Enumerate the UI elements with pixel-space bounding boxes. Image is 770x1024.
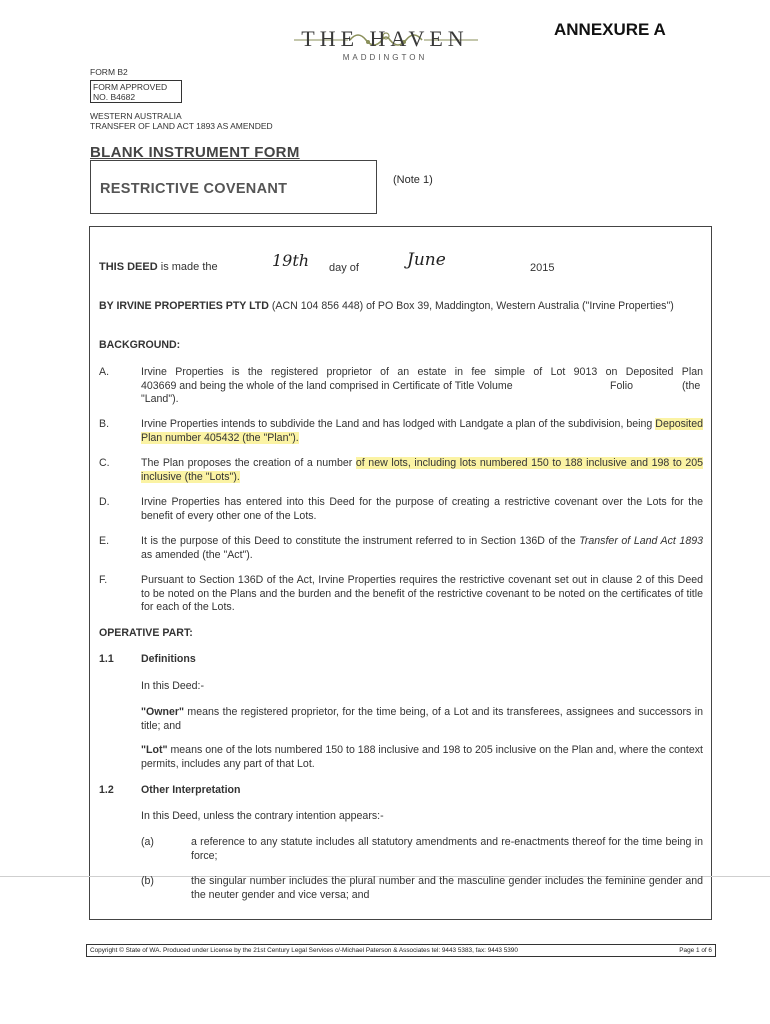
recital-c: [141, 457, 703, 484]
parties-paragraph: [99, 300, 703, 314]
deed-made-text: is made the: [160, 261, 218, 273]
owner-definition: [141, 706, 703, 733]
recital-d-marker: D.: [99, 496, 110, 508]
clause-a-marker: (a): [141, 836, 154, 848]
party-details: (ACN 104 856 448) of PO Box 39, Maddington, Western Australia ("Irvine Properties"): [271, 300, 674, 312]
recital-b: [141, 418, 703, 445]
handwritten-day: 19th: [272, 251, 310, 270]
section-1-2-title: Other Interpretation: [141, 784, 241, 796]
form-approved-line2: NO. B4682: [93, 92, 136, 102]
recital-e-text-end: as amended (the "Act").: [141, 548, 253, 561]
logo-subtitle: MADDINGTON: [342, 53, 428, 62]
instrument-title: RESTRICTIVE COVENANT: [100, 181, 288, 197]
clause-a: a reference to any statute includes all statutory amendments and re-enactments thereof for the time being in force;: [191, 836, 703, 862]
recital-a-marker: A.: [99, 366, 110, 378]
form-code: FORM B2: [90, 67, 128, 77]
owner-definition-text: means the registered proprietor, for the time being, of a Lot and its transferees, assignees and successors in title; and: [141, 706, 703, 732]
recital-a-the: (the: [682, 379, 701, 392]
lot-definition: [141, 744, 703, 771]
day-of-text: day of: [329, 262, 359, 274]
recital-e-marker: E.: [99, 535, 110, 547]
interpretation-intro: In this Deed, unless the contrary intention appears:-: [141, 810, 384, 822]
note-reference: (Note 1): [393, 174, 433, 186]
recital-e-act-name: Transfer of Land Act 1893: [579, 535, 703, 547]
section-1-1-number: 1.1: [99, 653, 114, 665]
recital-e-text: It is the purpose of this Deed to constitute the instrument referred to in Section 136D of the: [141, 535, 580, 547]
recital-e: [141, 535, 703, 562]
clause-b-marker: (b): [141, 875, 154, 887]
operative-heading: OPERATIVE PART:: [99, 627, 193, 639]
recital-a-line2-text: 403669 and being the whole of the land comprised in Certificate of Title Volume: [141, 379, 513, 392]
page-number: Page 1 of 6: [679, 947, 712, 954]
form-approved-line1: FORM APPROVED: [93, 82, 168, 92]
recital-c-marker: C.: [99, 457, 110, 469]
recital-b-highlight: Deposited Plan number 405432 (the "Plan").: [141, 418, 703, 444]
recital-a-folio: Folio: [610, 379, 633, 392]
recital-a: [141, 366, 703, 407]
copyright-text: Copyright © State of WA. Produced under License by the 21st Century Legal Services c/-Michael Paterson & Associates tel: 9443 5383, fax: 9443 5390: [90, 947, 518, 954]
form-act: TRANSFER OF LAND ACT 1893 AS AMENDED: [90, 121, 273, 131]
recital-d: Irvine Properties has entered into this Deed for the purpose of creating a restrictive covenant over the Lots for the benefit of every other one of the Lots.: [141, 496, 703, 522]
lot-term: "Lot": [141, 744, 168, 756]
clause-b: the singular number includes the plural number and the masculine gender includes the feminine gender and the neuter gender and vice versa; and: [191, 875, 703, 901]
logo-name: THE HAVEN: [301, 26, 469, 51]
definitions-intro: In this Deed:-: [141, 680, 205, 692]
recital-a-line3: "Land").: [141, 393, 179, 405]
owner-term: "Owner": [141, 706, 185, 718]
annexure-label: ANNEXURE A: [554, 20, 666, 39]
party-name: BY IRVINE PROPERTIES PTY LTD: [99, 300, 269, 312]
copyright-footer: [86, 944, 716, 957]
recital-a-line2: [141, 380, 703, 394]
recital-f: Pursuant to Section 136D of the Act, Irvine Properties requires the restrictive covenant set out in clause 2 of this Deed to be noted on the Plans and the burden and the benefit of the restrictive covenant to be noted on the certificates of title for each of the Lots.: [141, 574, 703, 613]
blank-instrument-title: BLANK INSTRUMENT FORM: [90, 144, 300, 161]
recital-b-marker: B.: [99, 418, 110, 430]
recital-a-line1: Irvine Properties is the registered proprietor of an estate in fee simple of Lot 9013 on Deposited Plan: [141, 366, 703, 378]
recital-b-text: Irvine Properties intends to subdivide the Land and has lodged with Landgate a plan of the subdivision, being: [141, 418, 656, 430]
deed-date-line: [99, 261, 218, 275]
form-state: WESTERN AUSTRALIA: [90, 111, 182, 121]
lot-definition-text: means one of the lots numbered 150 to 188 inclusive and 198 to 205 inclusive on the Plan and, where the context permits, includes any part of that Lot.: [141, 744, 703, 770]
handwritten-month: June: [407, 250, 446, 270]
deed-year: 2015: [530, 262, 555, 274]
recital-c-text: The Plan proposes the creation of a number: [141, 457, 356, 469]
background-heading: BACKGROUND:: [99, 339, 181, 351]
recital-c-highlight: of new lots, including lots numbered 150 to 188 inclusive and 198 to 205 inclusive (the "Lots").: [141, 457, 703, 483]
section-1-2-number: 1.2: [99, 784, 114, 796]
section-1-1-title: Definitions: [141, 653, 196, 665]
deed-label: THIS DEED: [99, 261, 158, 273]
form-approved-box: [90, 80, 182, 103]
recital-f-marker: F.: [99, 574, 108, 586]
